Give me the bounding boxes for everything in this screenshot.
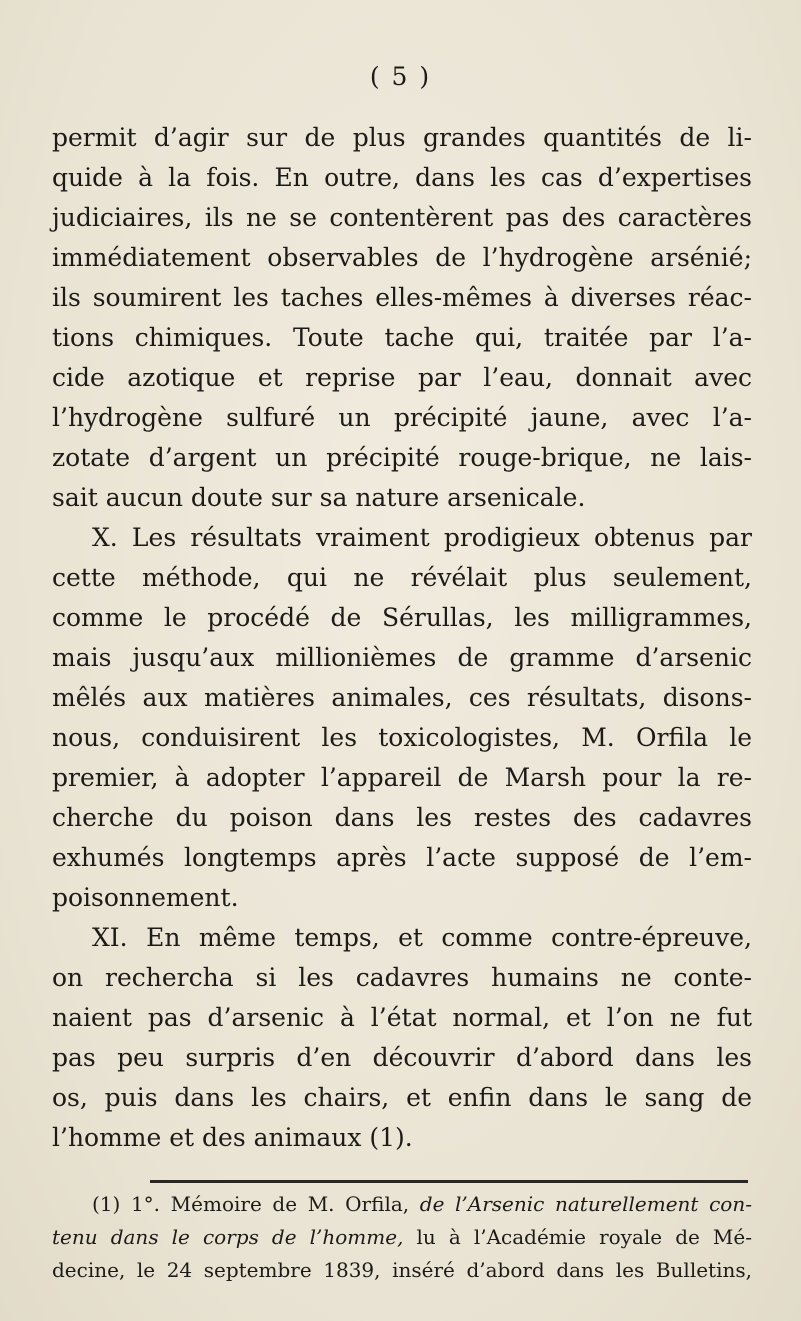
footnote-text: (1) 1°. Mémoire de M. Orfila, <box>92 1192 420 1216</box>
text-line: permit d’agir sur de plus grandes quantités de li- <box>52 123 752 152</box>
footnote-separator <box>150 1180 748 1183</box>
text-line: poisonnement. <box>52 883 239 912</box>
text-line: X. Les résultats vraiment prodigieux obtenus par <box>92 523 752 552</box>
text-line: sait aucun doute sur sa nature arsenicale. <box>52 483 586 512</box>
text-line: cherche du poison dans les restes des cadavres <box>52 803 752 832</box>
text-line: cide azotique et reprise par l’eau, donnait avec <box>52 363 752 392</box>
footnote-line <box>52 1188 752 1221</box>
text-line: tions chimiques. Toute tache qui, traitée par l’a- <box>52 323 752 352</box>
text-line: nous, conduisirent les toxicologistes, M. Orfila le <box>52 723 752 752</box>
text-line: pas peu surpris d’en découvrir d’abord dans les <box>52 1043 752 1072</box>
text-line: zotate d’argent un précipité rouge-brique, ne lais- <box>52 443 752 472</box>
main-text <box>52 118 752 1158</box>
footnote <box>52 1188 752 1287</box>
text-line: immédiatement observables de l’hydrogène arsénié; <box>52 243 752 272</box>
footnote-line <box>52 1221 752 1254</box>
text-line: os, puis dans les chairs, et enfin dans le sang de <box>52 1083 752 1112</box>
footnote-title: tenu dans le corps de l’homme, <box>52 1225 404 1249</box>
text-line: ils soumirent les taches elles-mêmes à diverses réac- <box>52 283 752 312</box>
text-line: judiciaires, ils ne se contentèrent pas des caractères <box>52 203 752 232</box>
text-line: l’hydrogène sulfuré un précipité jaune, avec l’a- <box>52 403 752 432</box>
text-line: l’homme et des animaux (1). <box>52 1123 413 1152</box>
footnote-title: de l’Arsenic naturellement con- <box>419 1192 752 1216</box>
text-line: premier, à adopter l’appareil de Marsh pour la re- <box>52 763 752 792</box>
text-line: naient pas d’arsenic à l’état normal, et l’on ne fut <box>52 1003 752 1032</box>
footnote-text: lu à l’Académie royale de Mé- <box>403 1225 752 1249</box>
text-line: mais jusqu’aux millionièmes de gramme d’arsenic <box>52 643 752 672</box>
text-line: mêlés aux matières animales, ces résultats, disons- <box>52 683 752 712</box>
text-line: quide à la fois. En outre, dans les cas d’expertises <box>52 163 752 192</box>
text-line: comme le procédé de Sérullas, les milligrammes, <box>52 603 752 632</box>
text-line: cette méthode, qui ne révélait plus seulement, <box>52 563 752 592</box>
text-line: on rechercha si les cadavres humains ne conte- <box>52 963 752 992</box>
footnote-line: decine, le 24 septembre 1839, inséré d’abord dans les Bulletins, <box>52 1258 752 1282</box>
text-line: exhumés longtemps après l’acte supposé de l’em- <box>52 843 752 872</box>
text-line: XI. En même temps, et comme contre-épreuve, <box>92 923 752 952</box>
page-number: ( 5 ) <box>369 62 432 91</box>
